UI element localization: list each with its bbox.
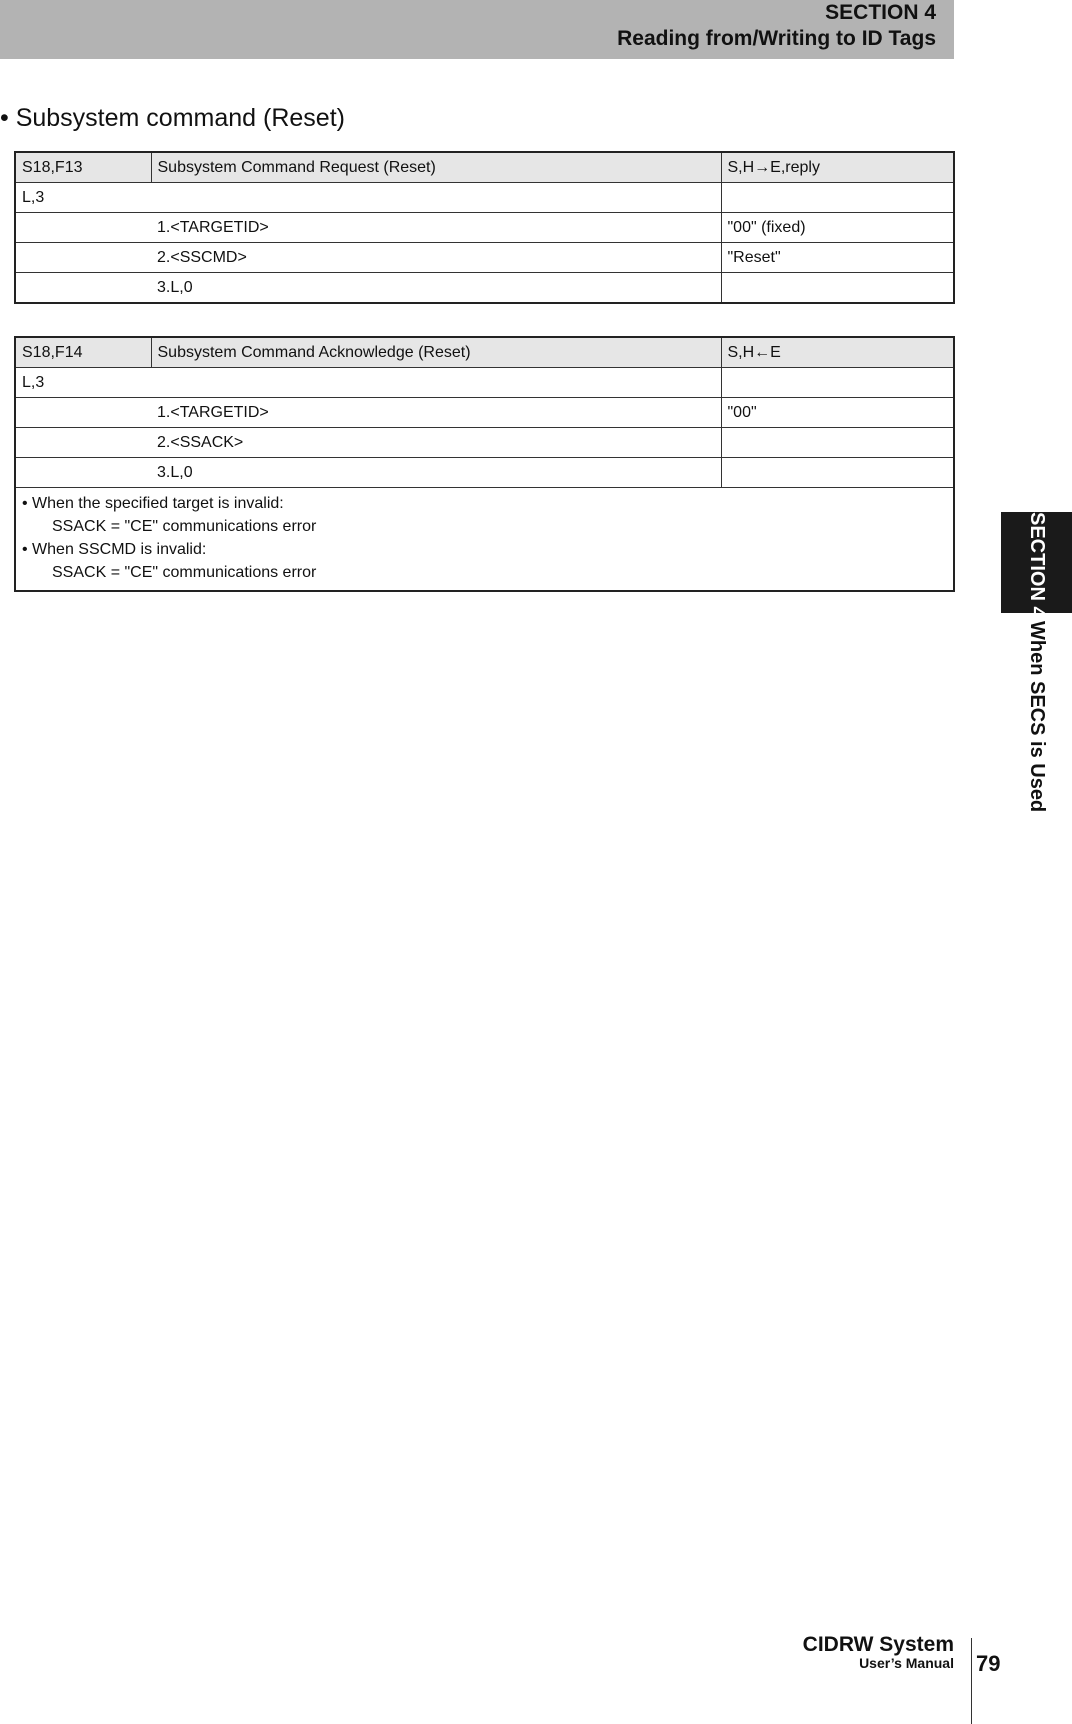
table-cell: 2.<SSACK> xyxy=(151,428,721,458)
footer-product: CIDRW System xyxy=(802,1633,954,1656)
table-cell xyxy=(721,273,954,304)
table-cell xyxy=(721,183,954,213)
note-line: • When SSCMD is invalid: xyxy=(22,541,207,558)
side-tab-section: SECTION 4 xyxy=(1026,512,1048,618)
message-code: S18,F14 xyxy=(15,337,151,368)
table-s18f14 xyxy=(14,336,955,592)
table-cell: 3.L,0 xyxy=(151,458,721,488)
table-row xyxy=(15,398,954,428)
message-code: S18,F13 xyxy=(15,152,151,183)
message-name: Subsystem Command Request (Reset) xyxy=(151,152,721,183)
table-cell xyxy=(721,428,954,458)
table-row xyxy=(15,243,954,273)
table-cell: L,3 xyxy=(15,368,721,398)
notes-cell xyxy=(15,488,954,592)
table-s18f13 xyxy=(14,151,955,304)
header-section: SECTION 4 xyxy=(825,1,936,24)
table-cell xyxy=(15,273,151,304)
table-cell xyxy=(15,243,151,273)
table-row xyxy=(15,183,954,213)
note-line: SSACK = "CE" communications error xyxy=(52,518,317,535)
note-line: SSACK = "CE" communications error xyxy=(52,564,317,581)
table-cell xyxy=(15,213,151,243)
header-band xyxy=(0,0,954,59)
table-cell xyxy=(15,458,151,488)
table-cell xyxy=(721,458,954,488)
running-header xyxy=(617,0,936,52)
table-cell xyxy=(15,428,151,458)
notes-row xyxy=(15,488,954,592)
footer-divider xyxy=(971,1638,972,1724)
note-line: • When the specified target is invalid: xyxy=(22,495,284,512)
table-cell: L,3 xyxy=(15,183,721,213)
message-name: Subsystem Command Acknowledge (Reset) xyxy=(151,337,721,368)
table-cell: 3.L,0 xyxy=(151,273,721,304)
table-cell: "00" xyxy=(721,398,954,428)
table-cell: "00" (fixed) xyxy=(721,213,954,243)
table-header-row xyxy=(15,152,954,183)
table-cell: 1.<TARGETID> xyxy=(151,213,721,243)
table-cell: "Reset" xyxy=(721,243,954,273)
header-title: Reading from/Writing to ID Tags xyxy=(617,27,936,50)
table-row xyxy=(15,273,954,304)
section-title: • Subsystem command (Reset) xyxy=(0,104,345,132)
message-direction: S,H←E xyxy=(721,337,954,368)
table-header-row xyxy=(15,337,954,368)
table-row xyxy=(15,368,954,398)
page-number: 79 xyxy=(976,1651,1001,1676)
table-row xyxy=(15,458,954,488)
side-tab xyxy=(1022,512,1052,812)
table-cell xyxy=(721,368,954,398)
table-cell: 2.<SSCMD> xyxy=(151,243,721,273)
table-cell xyxy=(15,398,151,428)
table-row xyxy=(15,213,954,243)
message-direction: S,H→E,reply xyxy=(721,152,954,183)
side-tab-name: When SECS is Used xyxy=(1026,621,1048,813)
footer-manual: User’s Manual xyxy=(859,1655,954,1671)
table-row xyxy=(15,428,954,458)
table-cell: 1.<TARGETID> xyxy=(151,398,721,428)
